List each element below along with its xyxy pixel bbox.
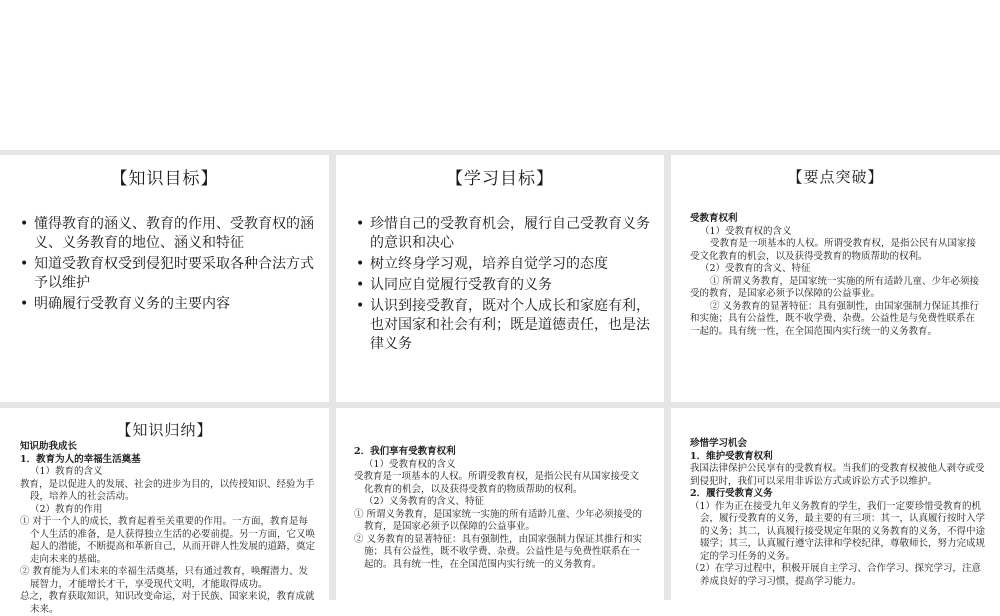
subheading: （2）教育的作用 [30, 503, 103, 515]
subheading: （2）受教育的含义、特征 [700, 263, 811, 274]
paragraph: ① 所谓义务教育，是国家统一实施的所有适龄儿童、少年必须接受的教育，是国家必须予以保障的公益事业。 [690, 275, 980, 299]
top-blank-area [0, 0, 1000, 150]
section-heading: 2．履行受教育义务 [690, 488, 773, 499]
list-item: • 认识到接受教育，既对个人成长和家庭有利，也对国家和社会有利；既是道德责任，也是法律义务 [356, 297, 650, 354]
subheading: （1）受教育权的含义 [364, 458, 456, 470]
paragraph: ① 所谓义务教育，是国家统一实施的所有适龄儿童、少年必须接受的教育，是国家必须予以保障的公益事业。 [354, 508, 643, 532]
section-heading: 2．我们享有受教育权利 [354, 446, 456, 457]
list-item: • 树立终身学习观，培养自觉学习的态度 [356, 255, 650, 274]
slide-cherish-learning[interactable] [671, 408, 1000, 600]
section-heading: 受教育权利 [690, 213, 738, 224]
goal-list [20, 215, 315, 316]
slide-title: 【要点突破】 [787, 168, 884, 186]
list-item: • 珍惜自己的受教育机会，履行自己受教育义务的意识和决心 [356, 215, 650, 253]
paragraph: 教育，是以促进人的发展、社会的进步为目的，以传授知识、经验为手段，培养人的社会活动。 [20, 478, 315, 502]
list-item: • 知道受教育权受到侵犯时要采取各种合法方式予以维护 [20, 255, 315, 293]
slide-body [20, 441, 315, 616]
goal-list [356, 215, 650, 356]
paragraph: 我国法律保护公民享有的受教育权。当我们的受教育权被他人剥夺或受到侵犯时，我们可以采用非诉讼方式或诉讼方式予以维护。 [690, 463, 985, 487]
paragraph: ② 义务教育的显著特征：具有强制性，由国家强制力保证其推行和实施；具有公益性，既不收学费、杂费。公益性是与免费性联系在一起的。具有统一性，在全国范围内实行统一的义务教育。 [354, 533, 643, 570]
subheading: （1）教育的含义 [30, 466, 103, 477]
slide-body [690, 438, 986, 588]
paragraph: ② 教育能为人们未来的幸福生活奠基，只有通过教育，唤醒潜力、发展智力，才能增长才干，享受现代文明，才能取得成功。 [20, 566, 309, 590]
section-heading: 1．教育为人的幸福生活奠基 [20, 453, 141, 465]
slide-body [354, 446, 646, 571]
paragraph: 总之，教育获取知识，知识改变命运，对于民族、国家来说，教育成就未来。 [20, 591, 315, 615]
slide-right-to-education[interactable] [336, 408, 664, 600]
slide-title: 【知识目标】 [110, 169, 219, 189]
paragraph: （1）作为正在接受九年义务教育的学生，我们一定要珍惜受教育的机会，履行受教育的义务，最主要的有三项：其一，认真履行按时入学的义务；其二，认真履行接受规定年限的义务教育的义务，不得中途辍学；其三，认真履行遵守法律和学校纪律，尊敬师长，努力完成规定的学习任务的义务。 [690, 500, 986, 562]
subheading: （2）义务教育的含义、特征 [364, 496, 485, 507]
slide-body [690, 213, 982, 338]
paragraph: 受教育是一项基本的人权。所谓受教育权，是指公民有从国家接受文化教育的机会，以及获得受教育的物质帮助的权利。 [354, 471, 640, 495]
section-heading: 知识助我成长 [20, 441, 78, 452]
list-item: • 明确履行受教育义务的主要内容 [20, 295, 315, 314]
section-heading: 1．维护受教育权利 [690, 450, 773, 462]
slide-title: 【知识归纳】 [116, 421, 213, 439]
list-item: • 认同应自觉履行受教育的义务 [356, 276, 650, 295]
paragraph: （2）在学习过程中，积极开展自主学习、合作学习、探究学习，注意养成良好的学习习惯，提高学习能力。 [690, 563, 982, 587]
paragraph: ② 义务教育的显著特征：具有强制性，由国家强制力保证其推行和实施；具有公益性，既不收学费、杂费。公益性是与免费性联系在一起的。具有统一性，在全国范围内实行统一的义务教育。 [690, 300, 980, 337]
slide-knowledge-summary[interactable] [0, 408, 329, 615]
paragraph: ① 对于一个人的成长，教育起着至关重要的作用。一方面，教育是每个人生活的准备，是人获得独立生活的必要前提。另一方面，它又唤起人的潜能，不断提高和革新自己，从而开辟人性发展的道路，奠定走向未来的基础。 [20, 516, 316, 565]
section-heading: 珍惜学习机会 [690, 438, 748, 449]
slide-title: 【学习目标】 [446, 169, 554, 189]
list-item: • 懂得教育的涵义、教育的作用、受教育权的涵义、义务教育的地位、涵义和特征 [20, 215, 315, 253]
subheading: （1）受教育权的含义 [700, 225, 792, 237]
slide-key-points[interactable] [671, 155, 1000, 402]
slide-learning-goals[interactable] [336, 155, 664, 402]
paragraph: 受教育是一项基本的人权。所谓受教育权，是指公民有从国家接受文化教育的机会，以及获得受教育的物质帮助的权利。 [690, 238, 977, 262]
slide-knowledge-goals[interactable] [0, 155, 329, 402]
